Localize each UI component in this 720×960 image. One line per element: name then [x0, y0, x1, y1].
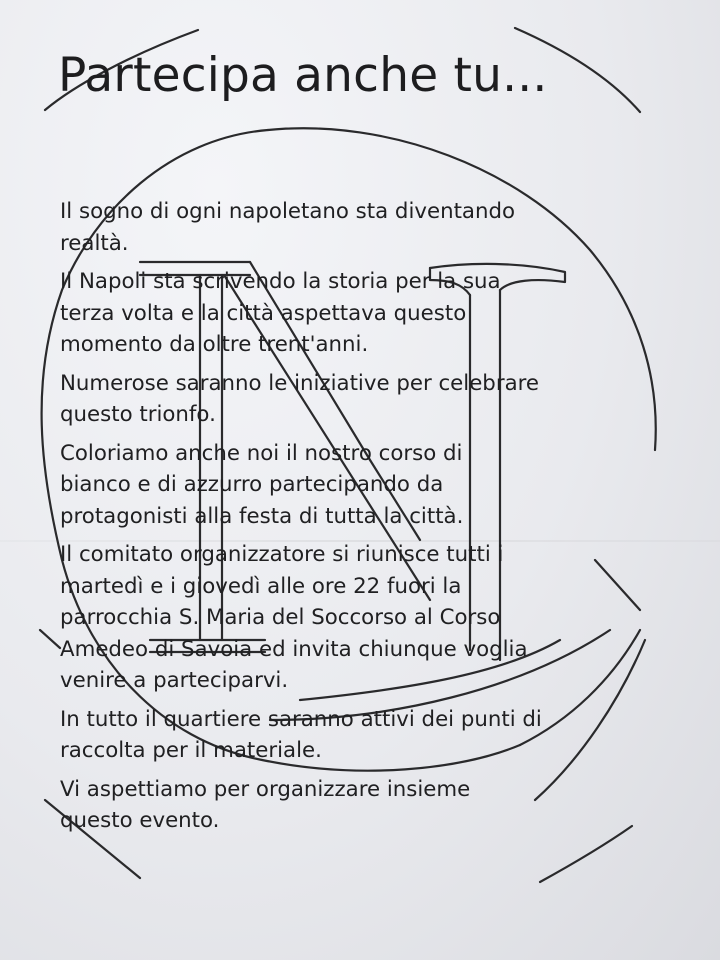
text-line: In tutto il quartiere saranno attivi dei punti di [60, 706, 542, 732]
text-line: momento da oltre trent'anni. [60, 332, 369, 357]
text-line: Il sogno di ogni napoletano sta diventando [60, 199, 516, 224]
text-line: bianco e di azzurro partecipando da [60, 472, 444, 497]
text-line: venire a parteciparvi. [60, 668, 289, 693]
paragraph-intro [60, 196, 650, 259]
text-line: questo trionfo. [60, 402, 216, 427]
text-line: Vi aspettiamo per organizzare insieme [60, 776, 471, 802]
text-line: questo evento. [60, 808, 220, 833]
paragraph-history [60, 266, 650, 361]
paragraph-collection [60, 704, 650, 767]
text-line: Il comitato organizzatore si riunisce tutti i [60, 542, 504, 567]
paragraph-colors [60, 438, 650, 533]
text-line: Numerose saranno le iniziative per celebrare [60, 370, 540, 396]
text-line: realtà. [60, 230, 129, 256]
paragraph-initiatives [60, 368, 650, 431]
text-line: terza volta e la città aspettava questo [60, 300, 467, 326]
text-line: raccolta per il materiale. [60, 738, 322, 763]
page-title: Partecipa anche tu... [58, 48, 548, 103]
text-line: martedì e i giovedì alle ore 22 fuori la [60, 573, 462, 599]
flyer-body [60, 196, 650, 844]
text-line: protagonisti alla festa di tutta la città. [60, 503, 464, 529]
text-line: Il Napoli sta scrivendo la storia per la sua [60, 269, 501, 294]
paragraph-committee [60, 539, 650, 697]
text-line: parrocchia S. Maria del Soccorso al Corso [60, 605, 501, 630]
paragraph-closing [60, 774, 650, 837]
text-line: Amedeo di Savoia ed invita chiunque voglia [60, 636, 528, 662]
text-line: Coloriamo anche noi il nostro corso di [60, 440, 463, 466]
